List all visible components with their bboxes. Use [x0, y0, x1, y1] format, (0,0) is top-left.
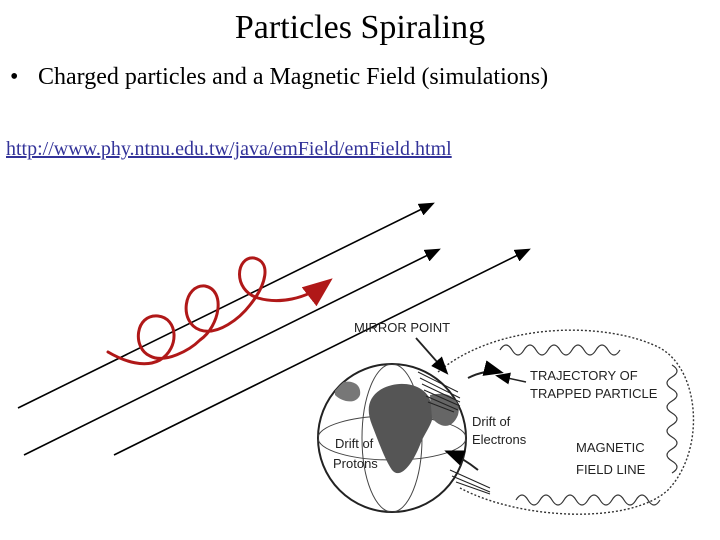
label-trajectory-2: TRAPPED PARTICLE [530, 386, 658, 401]
slide-title: Particles Spiraling [234, 9, 486, 46]
label-mirror-point: MIRROR POINT [354, 320, 451, 335]
bullet-marker: • [10, 64, 19, 90]
label-drift-electrons-2: Electrons [472, 432, 527, 447]
mirror-point-pointer [416, 338, 446, 372]
label-field-line-2: FIELD LINE [576, 462, 646, 477]
bullet-text: Charged particles and a Magnetic Field (simulations) [38, 64, 549, 90]
label-drift-protons-1: Drift of [335, 436, 374, 451]
trajectory-pointer [498, 376, 526, 382]
simulation-link[interactable]: http://www.phy.ntnu.edu.tw/java/emField/emField.html [6, 138, 452, 160]
drift-electrons-arrow [468, 371, 500, 378]
label-field-line-1: MAGNETIC [576, 440, 645, 455]
label-trajectory-1: TRAJECTORY OF [530, 368, 638, 383]
label-drift-electrons-1: Drift of [472, 414, 511, 429]
label-drift-protons-2: Protons [333, 456, 378, 471]
particle-spiral [108, 258, 328, 364]
